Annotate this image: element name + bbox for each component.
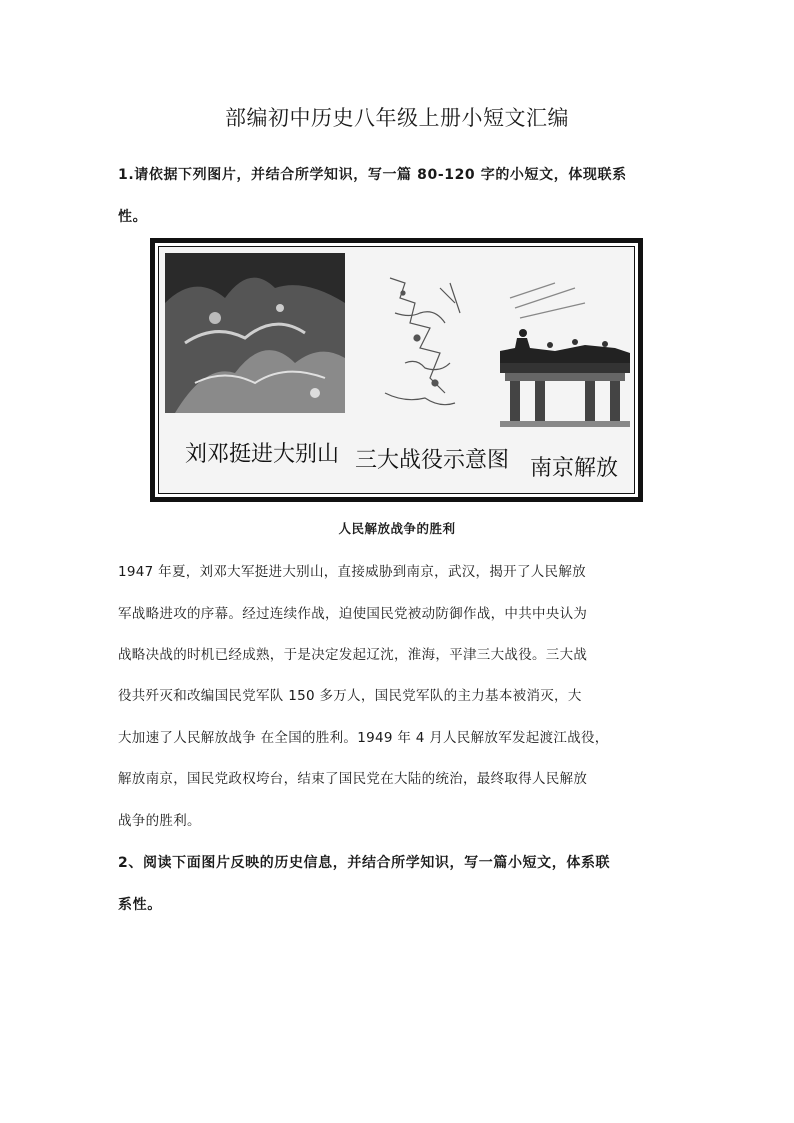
essay-line-4: 役共歼灭和改编国民党军队 150 多万人，国民党军队的主力基本被消灭，大 — [118, 688, 582, 704]
building-photo-icon — [500, 283, 630, 427]
panel-label-dabieshan: 刘邓挺进大别山 — [185, 442, 340, 467]
essay-line-6: 解放南京，国民党政权垮台，结束了国民党在大陆的统治，最终取得人民解放 — [118, 771, 588, 787]
essay-line-2: 军战略进攻的序幕。经过连续作战，迫使国民党被动防御作战，中共中央认为 — [118, 606, 588, 622]
figure-frame — [150, 238, 643, 502]
essay-line-3: 战略决战的时机已经成熟，于是决定发起辽沈，淮海，平津三大战役。三大战 — [118, 647, 588, 663]
essay-line-5: 大加速了人民解放战争 在全国的胜利。1949 年 4 月人民解放军发起渡江战役， — [118, 730, 609, 746]
page-title: 部编初中历史八年级上册小短文汇编 — [225, 106, 569, 130]
question-2-line-1: 2、阅读下面图片反映的历史信息，并结合所学知识，写一篇小短文，体系联 — [118, 855, 611, 871]
battle-map-icon — [385, 278, 460, 405]
panel-label-three-battles: 三大战役示意图 — [355, 448, 510, 473]
panel-label-nanjing: 南京解放 — [530, 456, 619, 481]
mountain-photo-icon — [165, 253, 345, 413]
question-2-line-2: 系性。 — [118, 897, 162, 913]
figure-illustration — [155, 243, 638, 497]
question-1-line-1: 1.请依据下列图片，并结合所学知识，写一篇 80-120 字的小短文，体现联系 — [118, 167, 627, 183]
question-1-line-2: 性。 — [118, 209, 148, 225]
figure-caption: 人民解放战争的胜利 — [338, 521, 456, 536]
essay-line-7: 战争的胜利。 — [118, 813, 201, 829]
essay-line-1: 1947 年夏，刘邓大军挺进大别山，直接威胁到南京，武汉，揭开了人民解放 — [118, 564, 586, 580]
